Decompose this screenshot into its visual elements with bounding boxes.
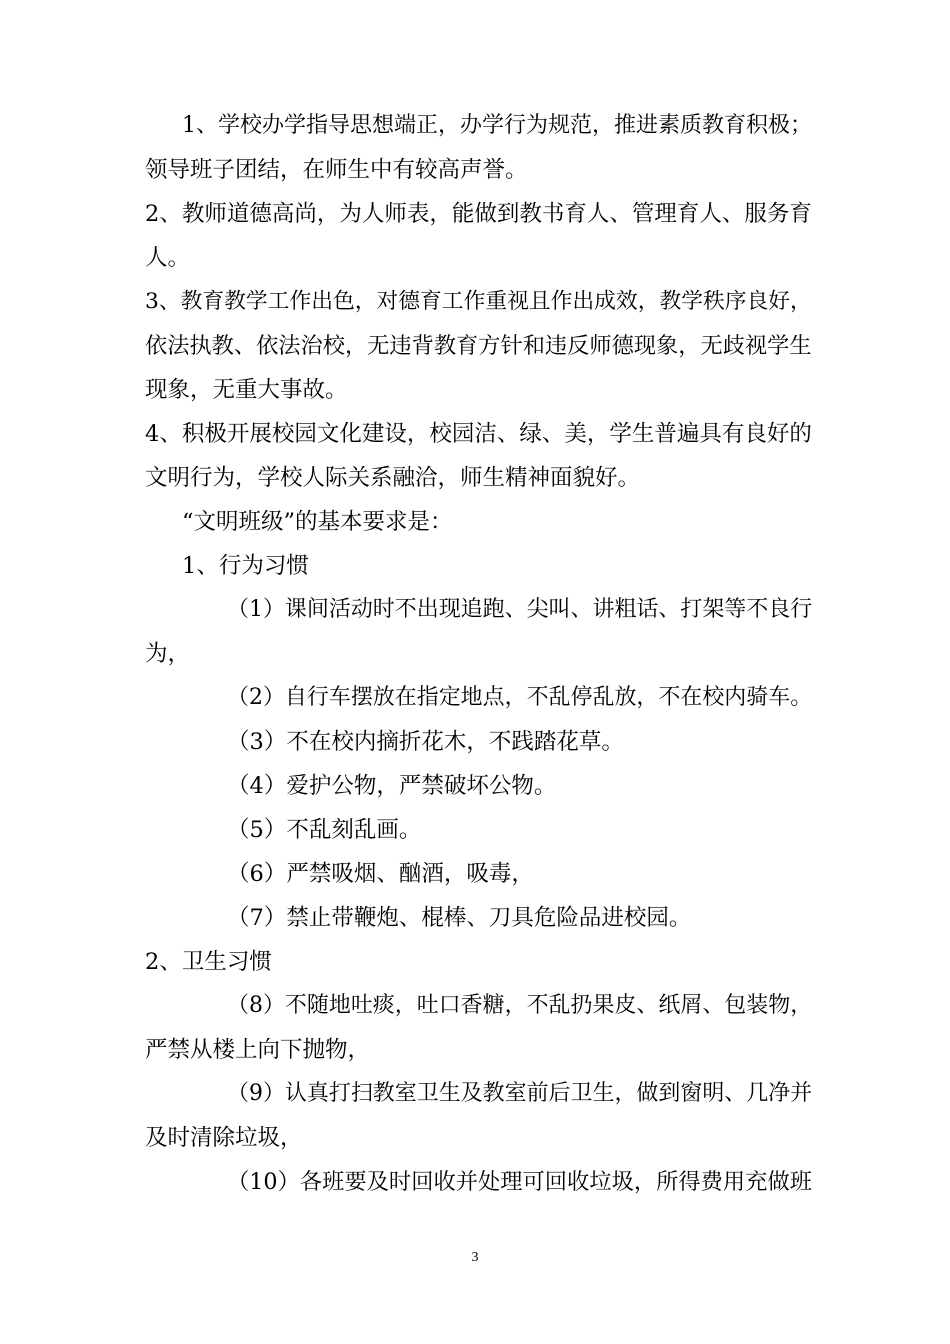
text-line-5: 3、教育教学工作出色，对德育工作重视且作出成效，教学秩序良好，: [145, 289, 812, 314]
text-line-9: 文明行为，学校人际关系融洽，师生精神面貌好。: [145, 465, 641, 491]
list-item-3: （3）不在校内摘折花木，不践踏花草。: [227, 729, 624, 755]
text-line-4: 人。: [145, 245, 191, 271]
list-item-1-cont: 为，: [145, 641, 191, 667]
text-line-2: 领导班子团结，在师生中有较高声誉。: [145, 157, 528, 183]
list-item-8-cont: 严禁从楼上向下抛物，: [145, 1037, 371, 1063]
list-item-10: （10）各班要及时回收并处理可回收垃圾，所得费用充做班: [227, 1169, 812, 1195]
list-item-5: （5）不乱刻乱画。: [227, 817, 422, 843]
list-item-9: （9）认真打扫教室卫生及教室前后卫生，做到窗明、几净并: [227, 1081, 813, 1106]
page-number: 3: [471, 1250, 479, 1265]
subheading-hygiene-habits: 2、卫生习惯: [145, 949, 272, 975]
text-line-7: 现象，无重大事故。: [145, 377, 348, 403]
list-item-8: （8）不随地吐痰，吐口香糖，不乱扔果皮、纸屑、包装物，: [227, 993, 813, 1018]
list-item-9-cont: 及时清除垃圾，: [145, 1125, 303, 1151]
list-item-4: （4）爱护公物，严禁破坏公物。: [227, 773, 557, 799]
text-line-3: 2、教师道德高尚，为人师表，能做到教书育人、管理育人、服务育: [145, 201, 812, 227]
list-item-7: （7）禁止带鞭炮、棍棒、刀具危险品进校园。: [227, 905, 692, 931]
subheading-behavior-habits: 1、行为习惯: [182, 553, 309, 579]
text-line-6: 依法执教、依法治校，无违背教育方针和违反师德现象，无歧视学生: [145, 333, 812, 359]
text-line-8: 4、积极开展校园文化建设，校园洁、绿、美，学生普遍具有良好的: [145, 421, 812, 447]
list-item-1: （1）课间活动时不出现追跑、尖叫、讲粗话、打架等不良行: [227, 597, 813, 622]
text-line-1: 1、学校办学指导思想端正，办学行为规范，推进素质教育积极；: [182, 113, 812, 138]
list-item-6: （6）严禁吸烟、酗酒，吸毒，: [227, 861, 534, 887]
list-item-2: （2）自行车摆放在指定地点，不乱停乱放，不在校内骑车。: [227, 685, 813, 710]
section-heading-wenming-banji: “文明班级”的基本要求是：: [182, 509, 453, 535]
